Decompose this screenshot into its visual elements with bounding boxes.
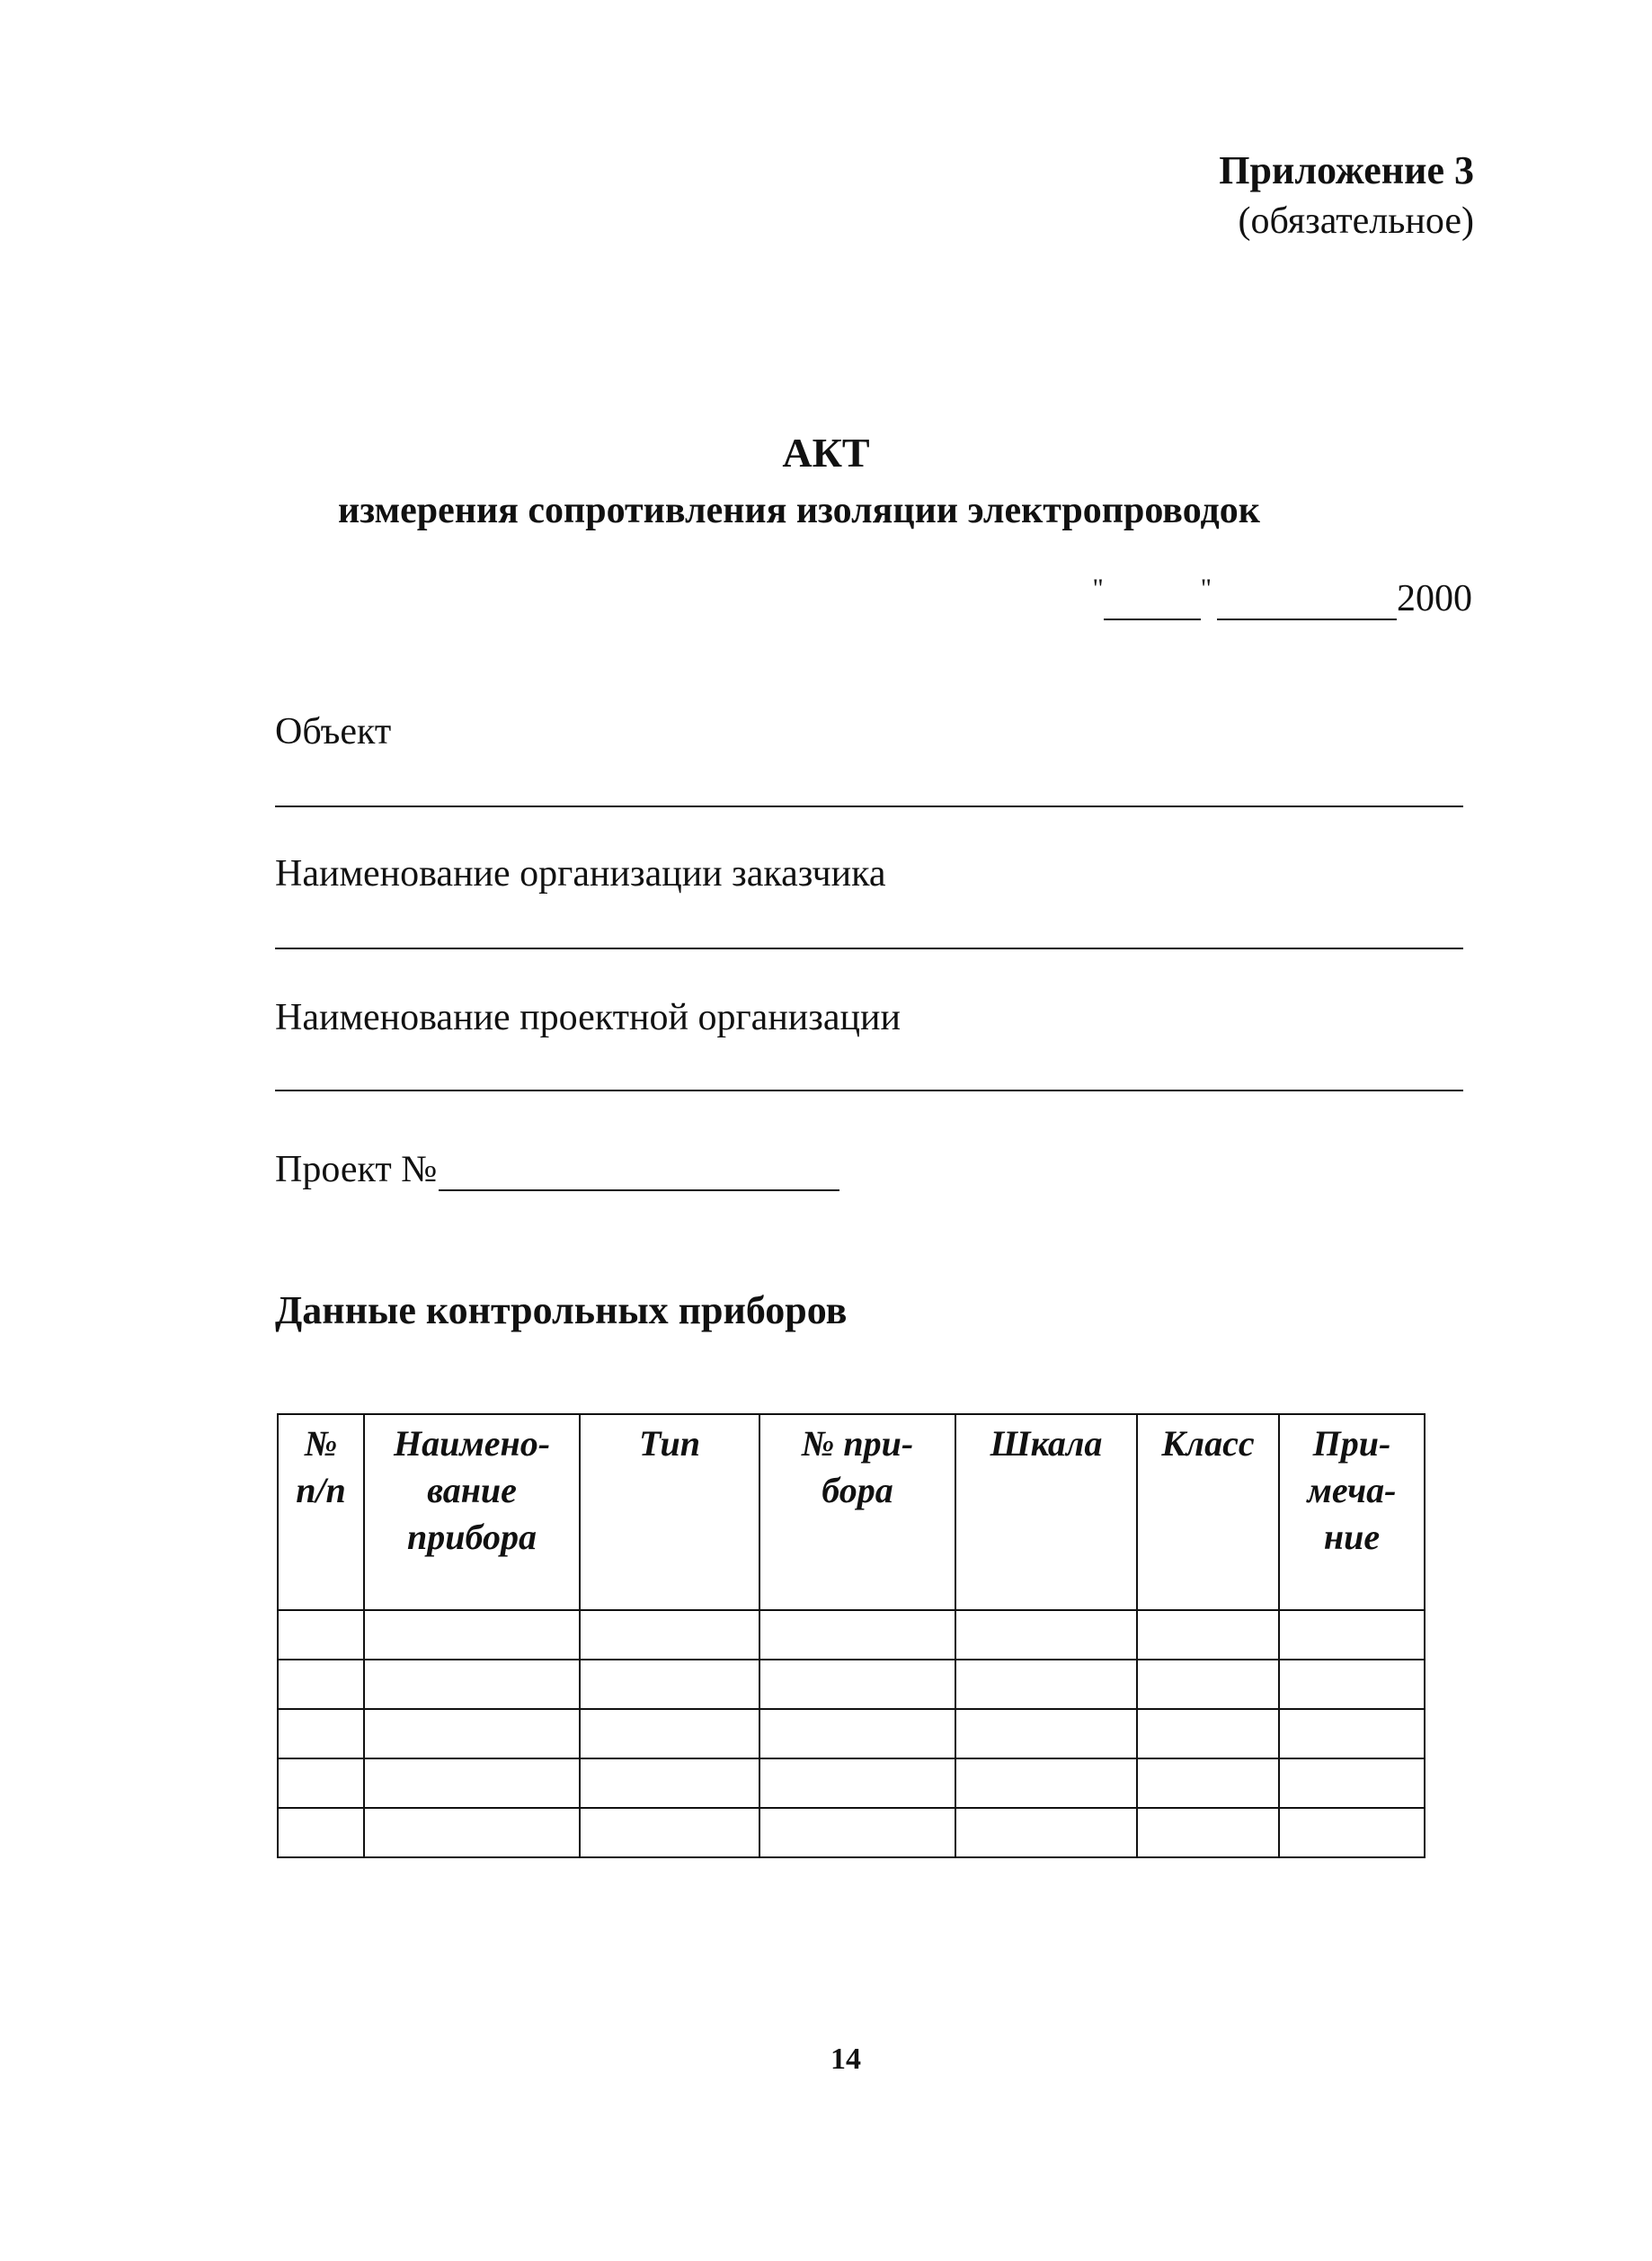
table-cell[interactable] [364,1758,580,1808]
table-cell[interactable] [1137,1709,1279,1758]
table-cell[interactable] [1137,1660,1279,1709]
date-year: 2000 [1397,578,1472,619]
table-cell[interactable] [1137,1758,1279,1808]
date-close-quote: " [1200,574,1212,603]
table-row [278,1758,1425,1808]
table-cell[interactable] [955,1808,1137,1857]
table-cell[interactable] [759,1660,955,1709]
table-cell[interactable] [364,1808,580,1857]
table-row [278,1610,1425,1660]
table-cell[interactable] [580,1610,759,1660]
col-header-scale: Шкала [955,1414,1137,1610]
table-cell[interactable] [955,1660,1137,1709]
table-body [278,1610,1425,1857]
instruments-table-wrap [277,1413,1426,1858]
table-cell[interactable] [1137,1808,1279,1857]
table-cell[interactable] [278,1758,364,1808]
table-cell[interactable] [759,1709,955,1758]
table-cell[interactable] [364,1709,580,1758]
appendix-title: Приложение 3 [1219,148,1474,192]
date-open-quote: " [1092,574,1104,603]
designer-org-label: Наименование проектной организации [275,997,901,1038]
table-cell[interactable] [1279,1808,1425,1857]
object-blank-line[interactable] [275,806,1463,807]
table-cell[interactable] [955,1610,1137,1660]
date-line [1093,566,1473,620]
customer-org-label: Наименование организации заказчика [275,853,886,895]
table-cell[interactable] [580,1709,759,1758]
table-cell[interactable] [580,1660,759,1709]
table-cell[interactable] [364,1660,580,1709]
table-cell[interactable] [1137,1610,1279,1660]
designer-org-blank-line[interactable] [275,1090,1463,1091]
table-cell[interactable] [1279,1610,1425,1660]
col-header-number: № п/п [278,1414,364,1610]
day-blank[interactable] [1104,579,1201,620]
table-cell[interactable] [1279,1660,1425,1709]
table-cell[interactable] [759,1808,955,1857]
col-header-class: Класс [1137,1414,1279,1610]
table-cell[interactable] [1279,1758,1425,1808]
table-cell[interactable] [278,1709,364,1758]
object-label: Объект [275,711,392,752]
month-blank[interactable] [1217,579,1397,620]
col-header-note: При- меча- ние [1279,1414,1425,1610]
instruments-section-title: Данные контрольных приборов [275,1288,848,1332]
table-cell[interactable] [364,1610,580,1660]
table-header-row [278,1414,1425,1610]
table-cell[interactable] [759,1758,955,1808]
table-cell[interactable] [759,1610,955,1660]
table-cell[interactable] [580,1758,759,1808]
table-cell[interactable] [1279,1709,1425,1758]
appendix-header [1219,146,1474,246]
document-title-block [0,424,1652,539]
table-cell[interactable] [278,1610,364,1660]
table-cell[interactable] [278,1808,364,1857]
table-cell[interactable] [278,1660,364,1709]
table-row [278,1709,1425,1758]
col-header-instrument-name: Наимено- вание прибора [364,1414,580,1610]
table-cell[interactable] [955,1758,1137,1808]
project-number-row [275,1148,839,1191]
document-title: АКТ [782,430,870,476]
project-number-label: Проект № [275,1149,438,1190]
document-subtitle: измерения сопротивления изоляции электропроводок [338,490,1260,531]
col-header-type: Тип [580,1414,759,1610]
appendix-subtitle: (обязательное) [1238,200,1474,242]
table-row [278,1808,1425,1857]
col-header-instrument-number: № при- бора [759,1414,955,1610]
table-row [278,1660,1425,1709]
table-cell[interactable] [955,1709,1137,1758]
table-cell[interactable] [580,1808,759,1857]
customer-org-blank-line[interactable] [275,948,1463,949]
project-number-blank[interactable] [439,1148,839,1191]
page-number: 14 [830,2043,861,2076]
instruments-table [277,1413,1426,1858]
